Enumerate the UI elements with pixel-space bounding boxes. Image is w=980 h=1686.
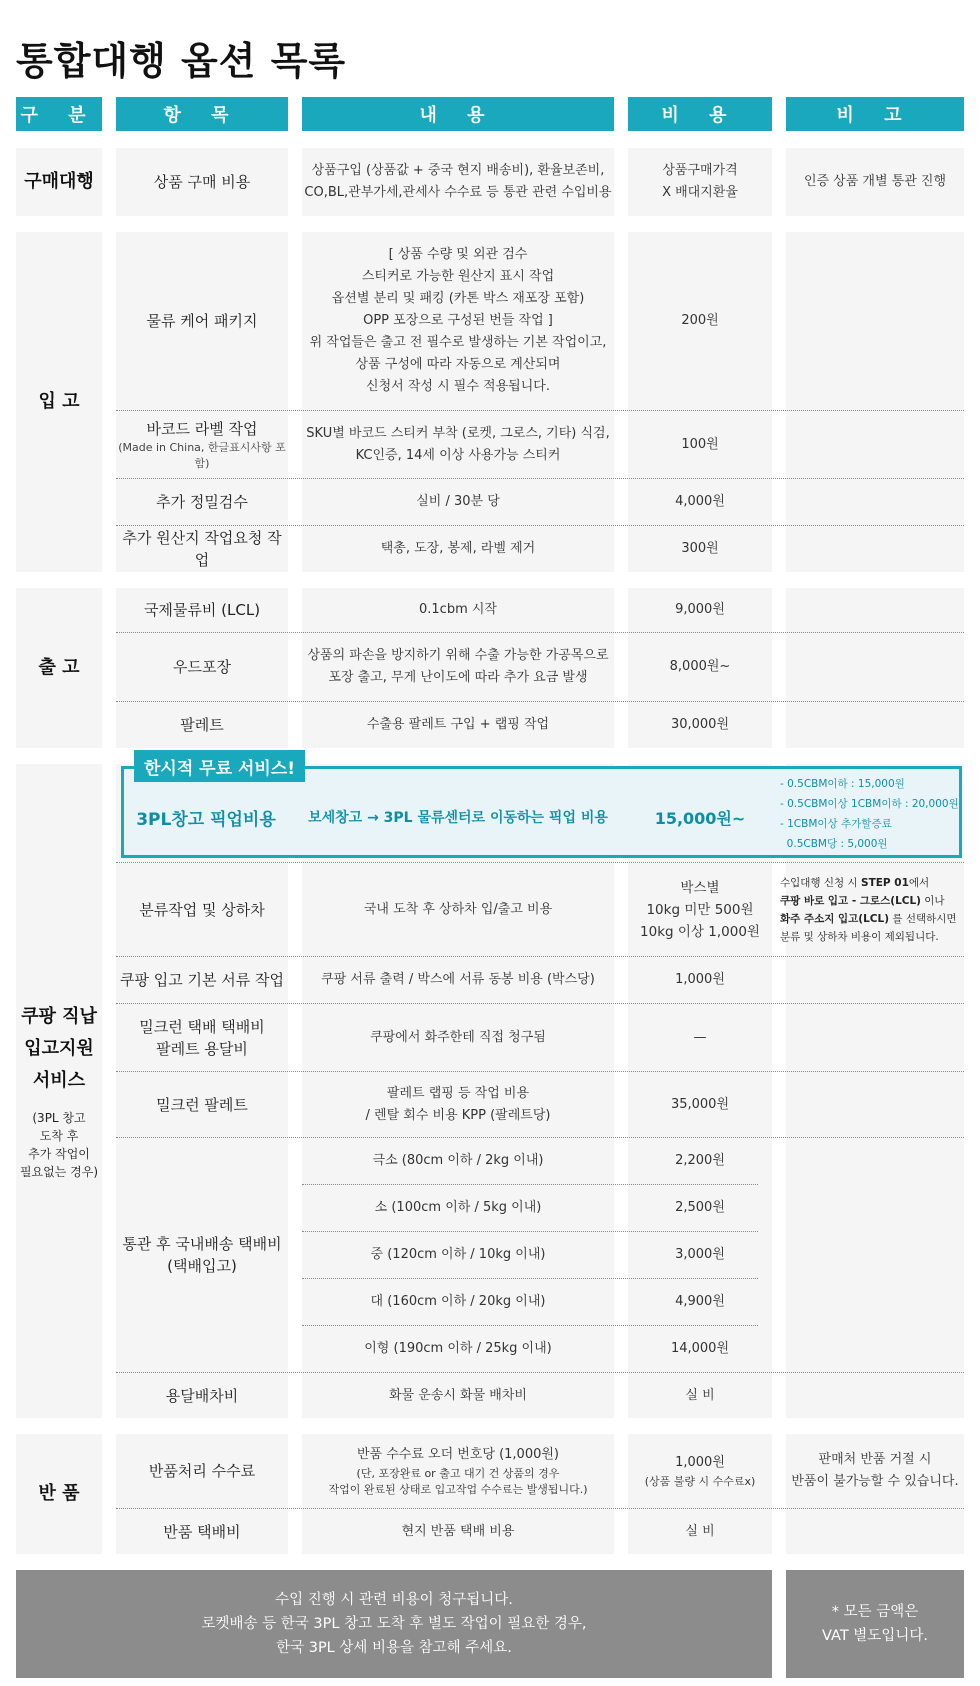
promo-notes: - 0.5CBM이하 : 15,000원 - 0.5CBM이상 1CBM이하 : 20,000원 - 1CBM이상 추가할증료 0.5CBM당 : 5,000원: [780, 778, 959, 850]
content-delivery-xs: 극소 (80cm 이하 / 2kg 이내): [372, 1153, 544, 1168]
promo-cost: 15,000원~: [654, 808, 746, 828]
page-title: 통합대행 옵션 목록: [16, 39, 347, 83]
content-return-fee: 반품 수수료 오더 번호당 (1,000원) (단, 포장완료 or 출고 대기 건 상품의 경우 작업이 완료된 상태로 입고작업 수수료는 발생됩니다.): [328, 1447, 588, 1496]
cost-delivery-m: 3,000원: [675, 1247, 725, 1262]
content-purchase-cost: 상품구입 (상품값 + 중국 현지 배송비), 환율보존비, CO,BL,관부가세,관세사 수수료 등 통관 관련 수입비용: [302, 148, 614, 216]
content-lcl: 0.1cbm 시작: [419, 602, 497, 617]
content-origin-work: 택총, 도장, 봉제, 라벨 제거: [380, 541, 536, 556]
content-truck-dispatch: 화물 운송시 화물 배차비: [389, 1387, 527, 1403]
item-coupang-docs: 쿠팡 입고 기본 서류 작업: [120, 971, 284, 989]
cost-purchase: 상품구매가격 X 배대지환율: [628, 148, 772, 216]
item-sorting: 분류작업 및 상하차: [139, 900, 265, 919]
header-content: 내 용: [302, 97, 614, 131]
item-extra-inspection: 추가 정밀검수: [156, 493, 248, 511]
cost-extra-inspection: 4,000원: [675, 494, 725, 509]
cost-coupang-docs: 1,000원: [675, 972, 725, 987]
promo-tag: 한시적 무료 서비스!: [134, 750, 305, 782]
item-return-shipping: 반품 택배비: [163, 1522, 241, 1541]
category-coupang: 쿠팡 직납 입고지원 서비스 (3PL 창고 도착 후 추가 작업이 필요없는 경우): [16, 764, 102, 1418]
content-extra-inspection: 실비 / 30분 당: [416, 494, 500, 509]
item-origin-work: 추가 원산지 작업요청 작업: [122, 529, 282, 569]
note-column-outbound: [786, 588, 964, 748]
cost-truck-dispatch: 실 비: [685, 1387, 715, 1403]
category-return: 반 품: [16, 1434, 102, 1554]
content-delivery-m: 중 (120cm 이하 / 10kg 이내): [370, 1247, 546, 1262]
content-barcode-label: SKU별 바코드 스티커 부착 (로켓, 그로스, 기타) 식검, KC인증, 14세 이상 사용가능 스티커: [306, 425, 610, 463]
note-return-fee: 판매처 반품 거절 시 반품이 불가능할 수 있습니다.: [791, 1452, 959, 1489]
cost-origin-work: 300원: [681, 541, 719, 556]
footer-vat-note: * 모든 금액은 VAT 별도입니다.: [786, 1570, 964, 1678]
cost-return-fee: 1,000원 (상품 불량 시 수수료x): [644, 1455, 756, 1488]
header-category: 구 분: [16, 97, 102, 131]
item-pallet: 팔레트: [180, 716, 224, 734]
category-outbound: 출 고: [16, 588, 102, 748]
promo-content: 보세창고 → 3PL 물류센터로 이동하는 픽업 비용: [308, 810, 608, 826]
category-purchase: 구매대행: [16, 148, 102, 216]
note-column-inbound: [786, 232, 964, 572]
item-milkrun-pallet: 밀크런 팔레트: [156, 1095, 248, 1114]
cost-pallet: 30,000원: [670, 717, 730, 732]
content-delivery-l: 대 (160cm 이하 / 20kg 이내): [370, 1294, 546, 1309]
footer-notice: 수입 진행 시 관련 비용이 청구됩니다. 로켓배송 등 한국 3PL 창고 도착 후 별도 작업이 필요한 경우, 한국 3PL 상세 비용을 참고해 주세요.: [16, 1570, 772, 1678]
cost-barcode-label: 100원: [681, 436, 719, 452]
header-item: 항 목: [116, 97, 288, 131]
item-milkrun-parcel: 밀크런 택배 택배비 팔레트 용달비: [139, 1017, 265, 1058]
cost-delivery-odd: 14,000원: [670, 1341, 730, 1356]
item-lcl: 국제물류비 (LCL): [143, 601, 261, 619]
cost-milkrun-pallet: 35,000원: [670, 1096, 730, 1112]
content-delivery-s: 소 (100cm 이하 / 5kg 이내): [374, 1200, 542, 1215]
cost-delivery-s: 2,500원: [675, 1200, 725, 1215]
category-inbound: 입 고: [16, 232, 102, 572]
content-return-shipping: 현지 반품 택배 비용: [401, 1523, 515, 1539]
item-purchase-cost: 상품 구매 비용: [116, 148, 288, 216]
content-wood-packing: 상품의 파손을 방지하기 위해 수출 가능한 가공목으로 포장 출고, 무게 난이도에 따라 추가 요금 발생: [307, 648, 609, 685]
item-wood-packing: 우드포장: [173, 658, 231, 676]
promo-item: 3PL창고 픽업비용: [136, 809, 276, 830]
note-sorting: 수입대행 신청 시 STEP 01에서 쿠팡 바로 입고 - 그로스(LCL) 이나 화주 주소지 입고(LCL) 를 선택하시면 분류 및 상하차 비용이 제외됩니다.: [780, 876, 957, 943]
content-pallet: 수출용 팔레트 구입 + 랩핑 작업: [366, 717, 550, 732]
cost-milkrun-parcel: —: [693, 1029, 707, 1045]
content-coupang-docs: 쿠팡 서류 출력 / 박스에 서류 동봉 비용 (박스당): [321, 972, 595, 987]
item-domestic-delivery: 통관 후 국내배송 택배비 (택배입고): [122, 1235, 282, 1275]
cost-lcl: 9,000원: [675, 602, 725, 617]
content-milkrun-pallet: 팔레트 랩핑 등 작업 비용 / 렌탈 회수 비용 KPP (팔레트당): [365, 1085, 551, 1123]
cost-sorting: 박스별 10kg 미만 500원 10kg 이상 1,000원: [640, 879, 760, 940]
content-sorting: 국내 도착 후 상하차 입/출고 비용: [363, 901, 553, 917]
header-cost: 비 용: [628, 97, 772, 131]
cost-wood-packing: 8,000원~: [669, 659, 731, 674]
item-barcode-label: 바코드 라벨 작업 (Made in China, 한글표시사항 포함): [118, 419, 286, 470]
cost-delivery-l: 4,900원: [675, 1294, 725, 1309]
item-return-fee: 반품처리 수수료: [148, 1462, 256, 1480]
cost-care-package: 200원: [681, 313, 719, 328]
content-milkrun-parcel: 쿠팡에서 화주한테 직접 청구됨: [370, 1029, 546, 1045]
cost-return-shipping: 실 비: [685, 1523, 715, 1539]
header-note: 비 고: [786, 97, 964, 131]
content-care-package: [ 상품 수량 및 외관 검수 스티커로 가능한 원산지 표시 작업 옵션별 분리 및 패킹 (카톤 박스 재포장 포함) OPP 포장으로 구성된 번들 작업 ] 위 작업들은 출고 전 필수로 발생하는 기본 작업이고, 상품 구성에 따라 자동으로 계산되며 신청서 작성 시 필수 적용됩니다.: [309, 247, 607, 394]
item-truck-dispatch: 용달배차비: [165, 1386, 239, 1405]
item-care-package: 물류 케어 패키지: [146, 312, 258, 330]
cost-delivery-xs: 2,200원: [675, 1153, 725, 1168]
note-purchase: 인증 상품 개별 통관 진행: [786, 148, 964, 216]
content-delivery-odd: 이형 (190cm 이하 / 25kg 이내): [364, 1341, 552, 1356]
